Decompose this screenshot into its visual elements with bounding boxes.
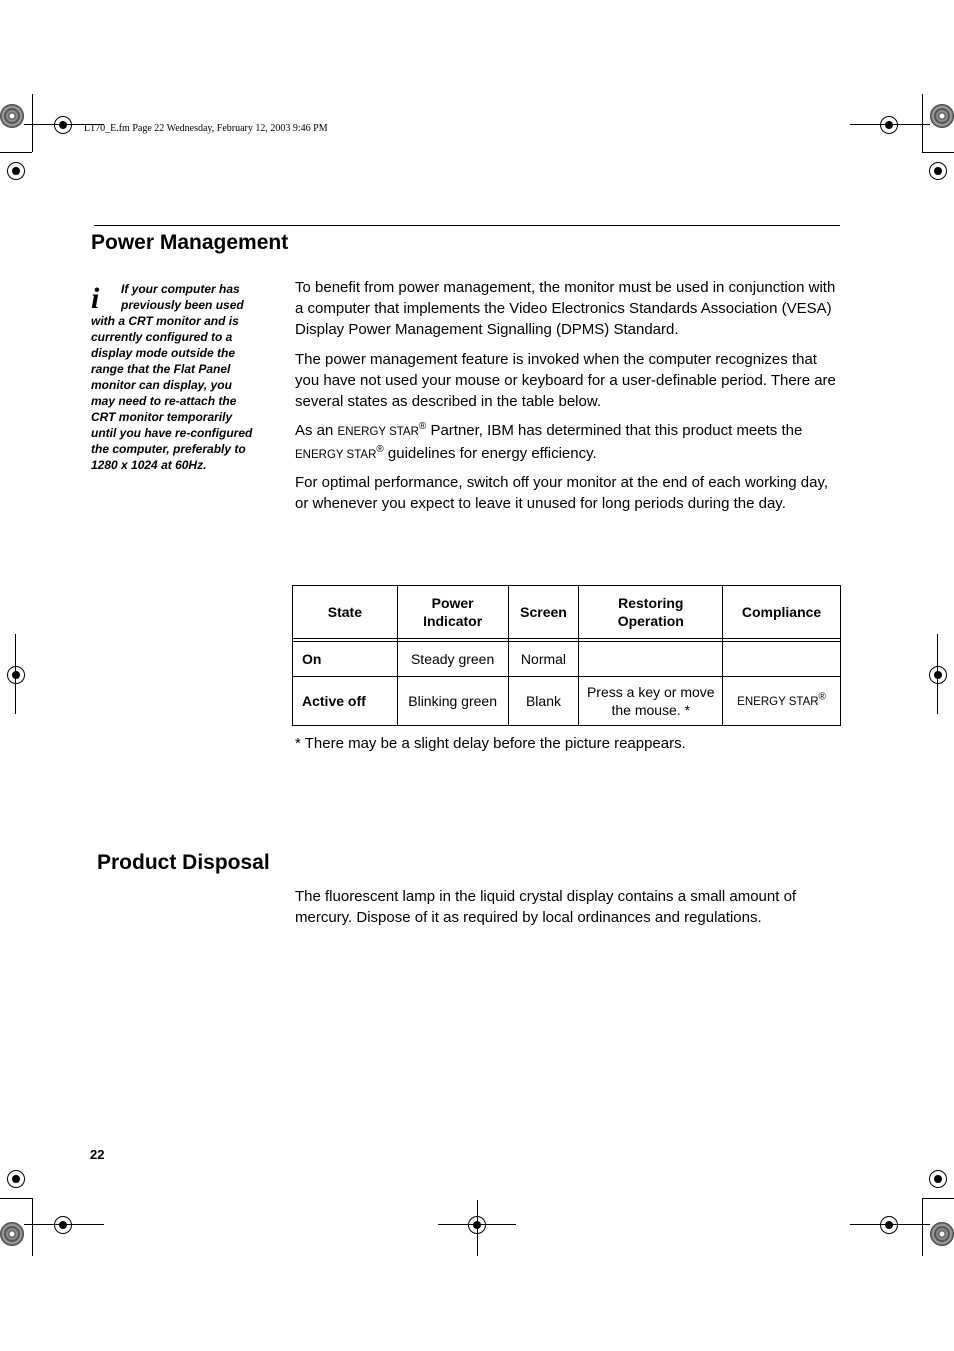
side-note-line: until you have re-configured <box>91 426 253 440</box>
side-note-line: currently configured to a <box>91 330 233 344</box>
column-header: State <box>293 586 398 639</box>
crop-line <box>477 1200 478 1256</box>
side-note-line: display mode outside the <box>91 346 236 360</box>
side-note-line: CRT monitor temporarily <box>91 410 233 424</box>
cell-state: Active off <box>293 677 398 726</box>
energy-star-brand: ENERGY STAR <box>337 426 419 438</box>
section-title-product-disposal: Product Disposal <box>97 851 270 874</box>
crosshair-icon <box>7 162 25 180</box>
cell-screen: Blank <box>508 677 579 726</box>
side-note-line: may need to re-attach the <box>91 394 237 408</box>
table-footnote: * There may be a slight delay before the picture reappears. <box>295 735 686 752</box>
side-note-line: If your computer has <box>121 282 240 296</box>
cell-state: On <box>293 642 398 677</box>
paragraph-energy-star: As an ENERGY STAR® Partner, IBM has determined that this product meets the ENERGY STAR® guidelines for energy efficiency. <box>295 421 803 462</box>
crop-line <box>922 1198 923 1256</box>
cell-restoring <box>579 642 723 677</box>
crosshair-icon <box>929 1170 947 1188</box>
side-note-line: with a CRT monitor and is <box>91 314 239 328</box>
crop-header-text: L170_E.fm Page 22 Wednesday, February 12, 2003 9:46 PM <box>84 123 328 134</box>
crosshair-icon <box>929 666 947 684</box>
registration-disc-icon <box>0 104 24 128</box>
cell-indicator: Steady green <box>397 642 508 677</box>
crop-line <box>922 1198 954 1199</box>
crop-line <box>15 634 16 714</box>
side-note-line: range that the Flat Panel <box>91 362 231 376</box>
registration-disc-icon <box>0 1222 24 1246</box>
paragraph-performance: For optimal performance, switch off your monitor at the end of each working day, or whenever you expect to leave it unused for long periods during the day. <box>295 474 829 512</box>
crop-line <box>0 1198 32 1199</box>
crop-line <box>922 152 954 153</box>
paragraph-dpms: To benefit from power management, the monitor must be used in conjunction with a computer that implements the Video Electronics Standards Association (VESA) Display Power Management Signalling (DPMS) Standard. <box>295 279 836 338</box>
column-header: Compliance <box>723 586 841 639</box>
paragraph-feature: The power management feature is invoked when the computer recognizes that you have not used your mouse or keyboard for a user-definable period. There are several states as described in the table below. <box>295 351 836 410</box>
registration-disc-icon <box>930 1222 954 1246</box>
crop-line <box>850 124 930 125</box>
crosshair-icon <box>7 666 25 684</box>
table-row <box>293 642 841 677</box>
power-states-table <box>292 585 841 726</box>
column-header: Screen <box>508 586 579 639</box>
side-note-line: previously been used <box>121 298 244 312</box>
crop-line <box>24 1224 104 1225</box>
crosshair-icon <box>7 1170 25 1188</box>
crosshair-icon <box>880 116 898 134</box>
table-header-row <box>293 586 841 639</box>
section-rule <box>94 225 840 226</box>
crop-line <box>922 94 923 152</box>
crop-line <box>32 94 33 152</box>
side-note-line: monitor can display, you <box>91 378 232 392</box>
side-note-line: the computer, preferably to <box>91 442 246 456</box>
cell-restoring: Press a key or move the mouse. * <box>579 677 723 726</box>
crosshair-icon <box>54 116 72 134</box>
page-title-power-management: Power Management <box>91 231 289 254</box>
crosshair-icon <box>929 162 947 180</box>
table-row <box>293 677 841 726</box>
column-header: Restoring Operation <box>579 586 723 639</box>
cell-indicator: Blinking green <box>397 677 508 726</box>
crosshair-icon <box>880 1216 898 1234</box>
crop-line <box>850 1224 930 1225</box>
info-i-icon: i <box>91 282 100 315</box>
side-note-line: 1280 x 1024 at 60Hz. <box>91 458 207 472</box>
energy-star-brand: ENERGY STAR <box>295 449 377 461</box>
cell-screen: Normal <box>508 642 579 677</box>
paragraph-disposal: The fluorescent lamp in the liquid crystal display contains a small amount of mercury. Dispose of it as required by local ordinances and regulations. <box>295 888 797 926</box>
crop-line <box>937 634 938 714</box>
page-number: 22 <box>90 1147 105 1162</box>
column-header: Power Indicator <box>397 586 508 639</box>
registration-disc-icon <box>930 104 954 128</box>
crop-line <box>0 152 32 153</box>
crop-line <box>32 1198 33 1256</box>
cell-compliance: ENERGY STAR® <box>723 677 841 726</box>
cell-compliance <box>723 642 841 677</box>
side-note <box>91 281 263 473</box>
crosshair-icon <box>54 1216 72 1234</box>
